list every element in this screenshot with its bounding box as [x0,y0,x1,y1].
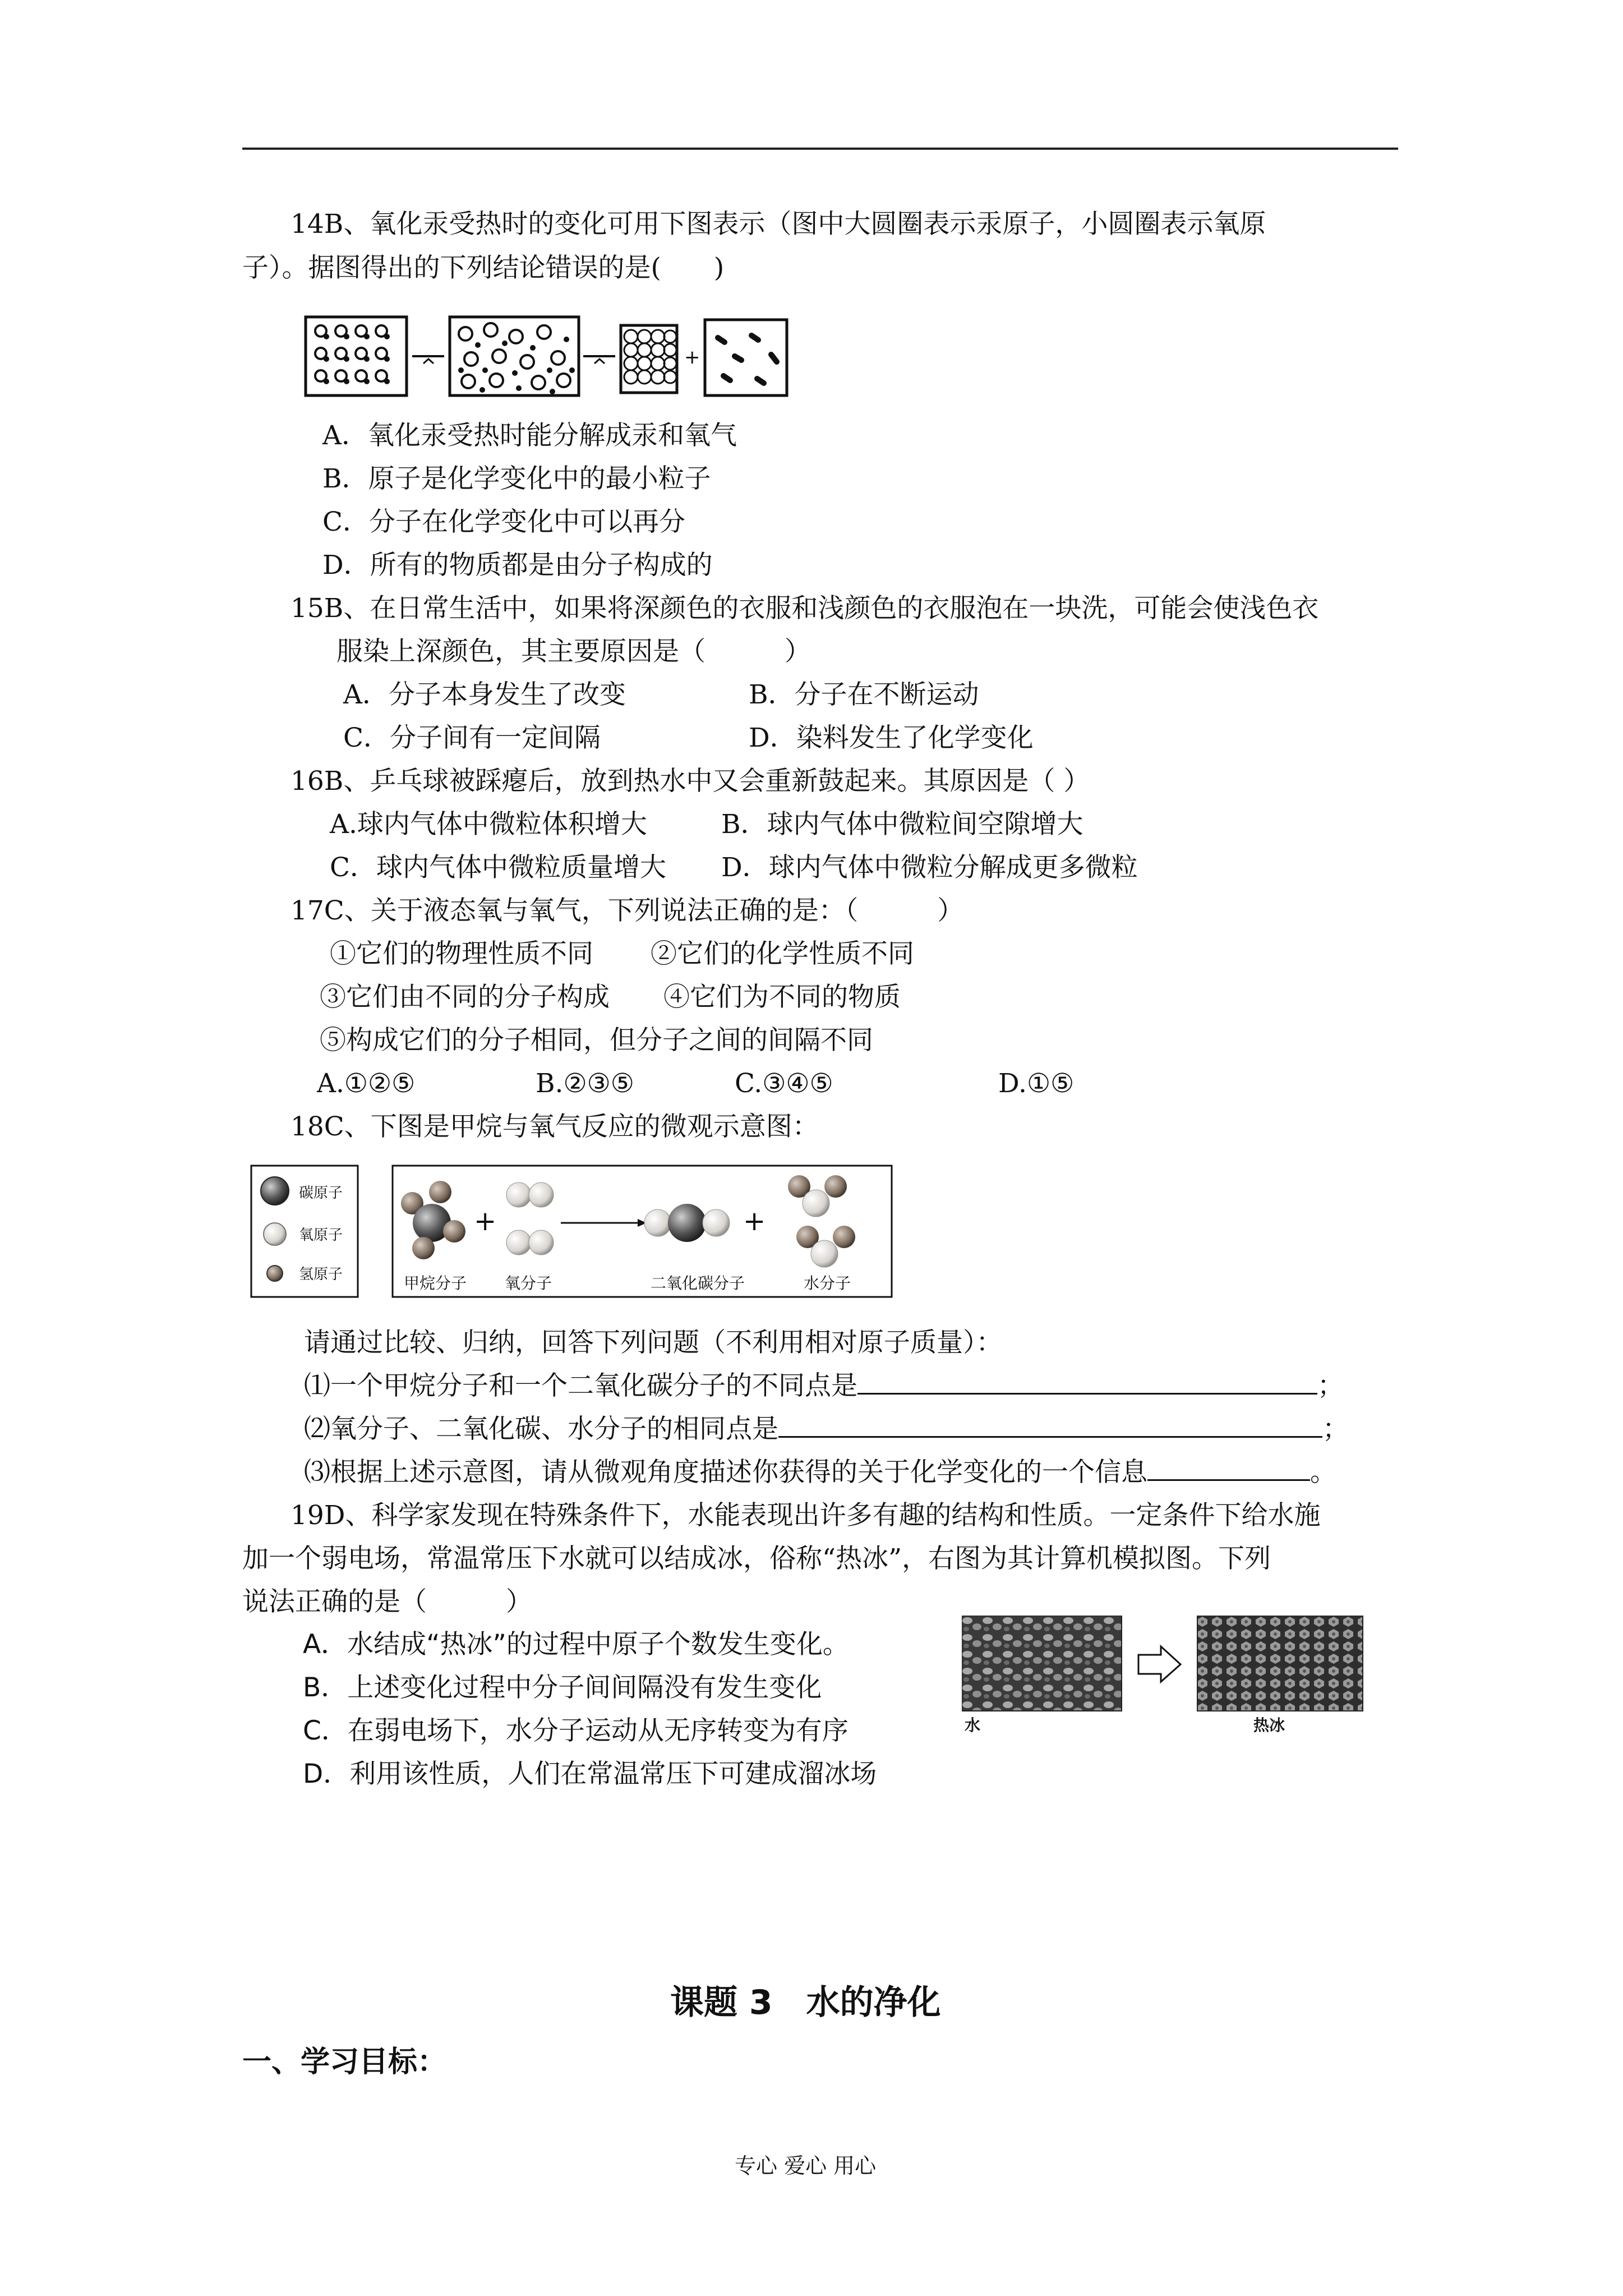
q19-option-a: A．水结成“热冰”的过程中原子个数发生变化。 [303,1629,849,1660]
q18-sub2-semicolon: ； [1322,1414,1349,1444]
q18-intro: 请通过比较、归纳，回答下列问题（不利用相对原子质量）： [304,1327,1003,1358]
q16-stem: 16B、乒乓球被踩瘪后，放到热水中又会重新鼓起来。其原因是（ ） [291,766,1090,797]
svg-text:+: + [474,1205,497,1237]
q15-option-b: B．分子在不断运动 [749,679,979,710]
q17-option-d: D.①⑤ [998,1068,1075,1099]
q15-stem-line1: 15B、在日常生活中，如果将深颜色的衣服和浅颜色的衣服泡在一块洗，可能会使浅色衣 [291,593,1319,624]
label-water-molecule: 水分子 [804,1274,851,1292]
q14-option-d: D．所有的物质都是由分子构成的 [322,550,713,581]
legend-oxygen-label: 氧原子 [299,1227,343,1244]
q14-option-b: B．原子是化学变化中的最小粒子 [322,463,711,494]
q19-stem-line2: 加一个弱电场，常温常压下水就可以结成冰，俗称“热冰”，右图为其计算机模拟图。下列 [242,1543,1271,1574]
learning-objectives-heading: 一、学习目标： [242,2045,447,2079]
q17-option-b: B.②③⑤ [536,1068,634,1099]
q18-sub2-blank[interactable] [778,1411,1322,1438]
q14-stem-line2: 子）。据图得出的下列结论错误的是( ) [242,252,725,283]
q15-stem-line2: 服染上深颜色，其主要原因是（ ） [336,636,811,667]
q18-sub3 [304,1455,1336,1490]
q19-option-d: D．利用该性质，人们在常温常压下可建成溜冰场 [303,1759,877,1789]
q18-sub3-blank[interactable] [1147,1455,1310,1481]
q18-sub1 [304,1368,1344,1404]
mercury-oxide-diagram [303,314,791,398]
hot-ice-simulation-image [962,1616,1366,1736]
q18-stem: 18C、下图是甲烷与氧气反应的微观示意图： [291,1111,819,1142]
q14-stem-line1: 14B、氧化汞受热时的变化可用下图表示（图中大圆圈表示汞原子，小圆圈表示氧原 [291,209,1266,240]
label-water: 水 [965,1716,981,1734]
q17-statement-5: ⑤构成它们的分子相同，但分子之间的间隔不同 [320,1025,873,1056]
label-oxygen-molecule: 氧分子 [505,1274,552,1292]
q18-sub1-blank[interactable] [857,1368,1317,1395]
methane-reaction-diagram [250,1164,895,1299]
q16-option-d: D．球内气体中微粒分解成更多微粒 [721,852,1138,883]
q17-statement-1: ①它们的物理性质不同 [330,938,593,969]
label-hot-ice: 热冰 [1253,1716,1285,1734]
legend-hydrogen-label: 氢原子 [299,1266,343,1283]
q15-option-a: A．分子本身发生了改变 [343,679,626,710]
svg-text:+: + [684,346,700,369]
q18-sub3-text: ⑶根据上述示意图，请从微观角度描述你获得的关于化学变化的一个信息 [304,1457,1147,1488]
q18-sub2 [304,1411,1349,1447]
label-carbon-dioxide: 二氧化碳分子 [651,1274,745,1292]
q16-option-c: C．球内气体中微粒质量增大 [330,852,666,883]
q16-option-a: A.球内气体中微粒体积增大 [330,809,647,840]
q17-statement-3: ③它们由不同的分子构成 [320,982,610,1013]
section-title: 课题 3 水的净化 [670,1983,941,2022]
q19-stem-line3: 说法正确的是（ ） [242,1586,532,1617]
q15-option-d: D．染料发生了化学变化 [749,723,1034,753]
q18-sub1-semicolon: ； [1317,1370,1344,1401]
q18-sub3-period: 。 [1310,1457,1336,1488]
q17-statement-4: ④它们为不同的物质 [663,982,901,1013]
q18-sub1-text: ⑴一个甲烷分子和一个二氧化碳分子的不同点是 [304,1370,857,1401]
q17-stem: 17C、关于液态氧与氧气，下列说法正确的是：（ ） [291,895,964,926]
page-footer: 专心 爱心 用心 [735,2154,877,2178]
q14-option-c: C．分子在化学变化中可以再分 [322,507,685,537]
header-rule [242,148,1398,150]
q14-option-a: A．氧化汞受热时能分解成汞和氧气 [322,420,737,451]
q17-option-a: A.①②⑤ [317,1068,416,1099]
q19-stem-line1: 19D、科学家发现在特殊条件下，水能表现出许多有趣的结构和性质。一定条件下给水施 [291,1500,1321,1531]
legend-carbon-label: 碳原子 [299,1185,343,1202]
q17-statement-2: ②它们的化学性质不同 [651,938,914,969]
q19-option-b: B．上述变化过程中分子间间隔没有发生变化 [303,1672,822,1703]
q17-option-c: C.③④⑤ [735,1068,833,1099]
q16-option-b: B．球内气体中微粒间空隙增大 [721,809,1083,840]
q15-option-c: C．分子间有一定间隔 [343,723,601,753]
svg-text:+: + [743,1205,766,1237]
label-methane: 甲烷分子 [404,1274,467,1292]
q19-option-c: C．在弱电场下，水分子运动从无序转变为有序 [303,1715,849,1746]
q18-sub2-text: ⑵氧分子、二氧化碳、水分子的相同点是 [304,1414,778,1444]
